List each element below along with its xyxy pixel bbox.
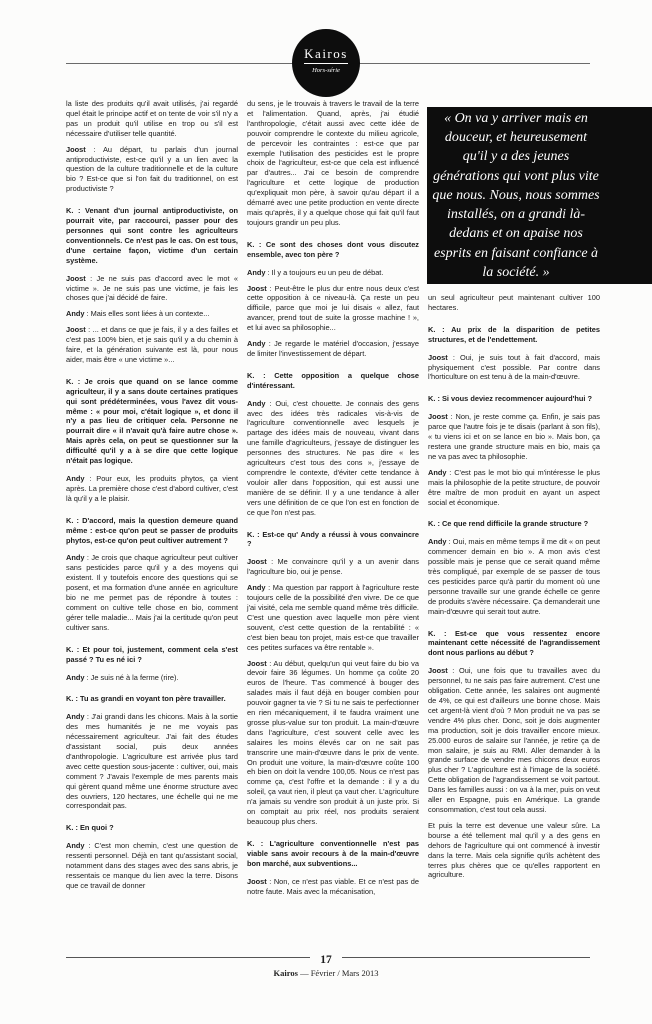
paragraph: [66, 645, 238, 665]
paragraph: [428, 821, 600, 880]
speech-text: : Je suis né à la ferme (rire).: [84, 672, 179, 682]
paragraph: [247, 339, 419, 359]
paragraph: [247, 240, 419, 260]
paragraph: [247, 99, 419, 228]
speech-text: : D'accord, mais la question demeure quand même : est-ce qu'on peut se passer de produits phytos, est-ce qu'on peut cultiver autrement ?: [66, 515, 238, 545]
paragraph: [428, 537, 600, 616]
pull-quote-text: « On va y arriver mais en douceur, et heureusement qu'il y a des jeunes générations qui vont plus vite que nous. Nous, nous sommes installés, on a grandi là-dedans et on apaise nos esprits en faisant confiance à la société. »: [432, 111, 600, 280]
footer-brand: Kairos: [273, 968, 298, 978]
speaker-name: Andy: [247, 339, 266, 349]
speech-text: : Ma question par rapport à l'agriculture reste toujours celle de la possibilité d'en vivre. De ce que j'ai visité, cela me semble quand même très difficile. C'est une question avec laquelle mon père vient souvent, c'est cette question de la rentabilité : « c'est bien beau ton projet, mais est-ce que travailler ces petites surfaces va être rentable ».: [247, 583, 419, 652]
speech-text: : ... et dans ce que je fais, il y a des failles et c'est pas 100% bien, et je sais qu'il y a du chemin à faire, et la génération suivante est là, pour nous aider, mais être « une victime »...: [66, 325, 238, 364]
speech-text: : L'agriculture conventionnelle n'est pas viable sans avoir recours à de la main-d'œuvre bon marché, aux subventions...: [247, 838, 419, 868]
speech-text: un seul agriculteur peut maintenant cultiver 100 hectares.: [428, 293, 600, 312]
paragraph: [66, 673, 238, 683]
paragraph: [66, 474, 238, 504]
paragraph: [66, 712, 238, 811]
speech-text: Et puis la terre est devenue une valeur sûre. La bourse a été tellement mal qu'il y a des gens en dehors de l'agriculture qui ont commencé à investir dans la terre. Mais cela signifie qu'ils achètent des terres plus chères que ce qu'elles rapportent en agriculture.: [428, 820, 600, 880]
speaker-name: Joost: [428, 666, 448, 676]
speech-text: : Pour eux, les produits phytos, ça vient après. La première chose c'est d'abord cultiver, c'est là qu'il y a le plaisir.: [66, 474, 238, 503]
paragraph: [66, 309, 238, 319]
speech-text: : Au prix de la disparition de petites structures, et de l'endettement.: [428, 324, 600, 344]
speaker-name: Andy: [428, 467, 447, 477]
speaker-name: K.: [66, 823, 74, 833]
speaker-name: K.: [66, 644, 74, 654]
speech-text: : Ce que rend difficile la grande structure ?: [435, 519, 589, 529]
paragraph: [428, 629, 600, 659]
text-column-left: [66, 99, 238, 952]
speaker-name: K.: [428, 628, 436, 638]
paragraph: [428, 412, 600, 462]
speech-text: : J'ai grandi dans les chicons. Mais à la sortie des mes humanités je ne me voyais pas nécessairement agriculteur. J'ai fait des études d'assistant social, puis deux années d'anthropologie. L'agriculture est arrivée plus tard avec cette question sous-jacente : cultiver, oui, mais comment ? J'avais l'exemple de mes parents mais qui gèrent quand même une énorme structure avec des ouvriers, 120 hectares, une échelle qui ne me correspondait pas.: [66, 712, 238, 811]
speech-text: : Tu as grandi en voyant ton père travailler.: [73, 694, 226, 704]
speaker-name: Andy: [66, 474, 85, 483]
speaker-name: Joost: [66, 273, 86, 283]
paragraph: [247, 284, 419, 334]
speech-text: : En quoi ?: [73, 823, 114, 833]
page-number: 17: [0, 950, 652, 968]
speech-text: : Et pour toi, justement, comment cela s'est passé ? Tu es né ici ?: [66, 644, 238, 664]
text-column-middle: [247, 99, 419, 952]
paragraph: [66, 516, 238, 546]
speech-text: : Me convaincre qu'il y a un avenir dans l'agriculture bio, oui je pense.: [247, 557, 419, 577]
speaker-name: K.: [247, 529, 255, 539]
speech-text: : Est-ce qu' Andy a réussi à vous convaincre ?: [247, 529, 419, 549]
speech-text: : Au départ, tu parlais d'un journal antiproductiviste, est-ce qu'il y a un lien avec la question de la culture traditionnelle et de la culture bio ? Est-ce que si l'on fait du traditionnel, on est productiviste ?: [66, 144, 238, 194]
speech-text: la liste des produits qu'il avait utilisés, j'ai regardé quel était le principe actif et on tente de voir s'il n'y a pas un produit qu'il utilise en trop ou s'il est nécessaire d'utiliser telle quantité.: [66, 99, 238, 138]
speaker-name: Andy: [66, 841, 85, 851]
speaker-name: K.: [428, 519, 436, 529]
paragraph: [66, 206, 238, 265]
speech-text: : Oui, mais en même temps il me dit « on peut commencer demain en bio ». A mon avis c'est possible mais je pense que ce serait quand même très compliqué, par exemple de se passer de tous ces pesticides parce qu'à partir du moment où une personne travaille sur une grande échelle ce genre de produits s'avère nécessaire. Ça demanderait une main-d'œuvre qui serait tout autre.: [428, 537, 600, 616]
speech-text: : Oui, une fois que tu travailles avec du personnel, tu ne sais pas faire autrement. C'est une obligation. Cette année, les salaires ont augmenté de 4%, ce qui est d'ailleurs une bonne chose. Mais cet argent-là vient d'où ? Mon produit ne va pas se vendre 4% plus cher. Donc, soit je dois augmenter ma production, soit je dois travailler encore mieux. 25.000 euros de salaire sur l'année, je retire ça de mon salaire, je suis au RMI. Aller demander à la grande surface de vendre mes chicons deux euros plus cher ? L'agriculture est à l'image de la société. Cette obligation de l'agrandissement se voit partout. Dans les familles aussi : on va à la mer, puis on veut aller en Espagne, puis en Amérique. La grande consommation, c'est tout cela aussi.: [428, 666, 600, 814]
speaker-name: Andy: [247, 398, 266, 408]
speaker-name: Joost: [428, 352, 448, 362]
speaker-name: Andy: [247, 267, 266, 277]
speech-text: : Je crois que chaque agriculteur peut cultiver sans pesticides parce qu'il y a des moyens qui existent. Il y toutefois encore des questions qui se posent, et ma formation d'une année en agriculture bio ne me permet pas de répondre à toutes : comment on cultive telle chose en bio, comment gérer telle maladie... Mais j'ai la certitude qu'on peut cultiver sans.: [66, 553, 238, 632]
speaker-name: Andy: [247, 583, 266, 593]
paragraph: [247, 557, 419, 577]
speech-text: : Oui, c'est chouette. Je connais des gens avec des idées très radicales vis-à-vis de l'agriculture conventionnelle avec lesquels je partage des idées mais de nouveau, vivant dans une famille d'agriculteurs, j'essaye de distinguer les personnes des structures. Ne pas dire « les agriculteurs c'est tous des cons », j'essaye de comprendre le contexte, d'éviter cette tendance à vouloir aller dans l'opposition, qui est aussi une manière de se définir. Il y a une tendance à aller vers une définition de ce que l'on est en fonction de ce que l'on n'est pas.: [247, 398, 419, 517]
speaker-name: Joost: [247, 658, 267, 668]
paragraph: [247, 530, 419, 550]
paragraph: [66, 274, 238, 304]
paragraph: [66, 841, 238, 891]
paragraph: [247, 877, 419, 897]
speech-text: : Au début, quelqu'un qui veut faire du bio va devoir faire 36 légumes. Un homme ça coûte 20 euros de l'heure. T'as commencé à bouger des salades mais il faut déjà en bouger combien pour pouvoir gagner ta vie ? Si tu ne sais te perfectionner en rien mécaniquement, il te faudra vraiment une grosse plus-value sur ton produit. La main-d'œuvre dans l'agriculture, c'est souvent celle avec les salaires les moins élevés car on ne sait pas transcrire une main-d'œuvre dans le prix de vente. On produit une voiture, la main-d'œuvre coûte 100 eh bien on doit la vendre 100,05. Nous ce n'est pas comme ça, c'est l'offre et la demande : il y a du soleil, ça vaut rien, il pleut ça vaut cher. L'agriculture n'a jamais su vendre son produit à un juste prix. Si on comptait au prix réel, nos produits seraient beaucoup plus chers.: [247, 658, 419, 826]
paragraph: [247, 659, 419, 827]
speaker-name: K.: [247, 838, 255, 848]
speaker-name: Andy: [428, 537, 447, 547]
speaker-name: K.: [66, 376, 74, 386]
speech-text: : Est-ce que vous ressentez encore maintenant cette nécessité de l'agrandissement dont nous parlions au début ?: [428, 628, 600, 658]
logo-badge: [292, 29, 360, 97]
paragraph: [66, 377, 238, 466]
speech-text: : Non, je reste comme ça. Enfin, je sais pas parce que l'autre fois je te disais (parlant à son fils), « tu viens ici et on se lance en bio ». Mais bon, ça restera une grande structure mais en bio, mais ça ne va pas avec ta philosophie.: [428, 412, 600, 461]
speaker-name: K.: [66, 694, 74, 704]
paragraph: [247, 839, 419, 869]
speech-text: : Mais elles sont liées à un contexte...: [84, 309, 210, 319]
paragraph: [66, 553, 238, 632]
paragraph: [428, 468, 600, 508]
speaker-name: Joost: [66, 325, 86, 335]
paragraph: [247, 583, 419, 652]
speech-text: : Non, ce n'est pas viable. Et ce n'est pas de notre faute. Mais avec la mécanisation,: [247, 876, 419, 896]
paragraph: [428, 519, 600, 529]
paragraph: [247, 371, 419, 391]
speech-text: : Je regarde le matériel d'occasion, j'essaye de limiter l'investissement de départ.: [247, 339, 419, 358]
speaker-name: Joost: [247, 876, 267, 886]
logo-title: Kairos: [304, 46, 348, 64]
speech-text: : Venant d'un journal antiproductiviste, on pourrait vite, par raccourci, passer pour des personnes qui sont contre les agriculteurs conventionnels. Ce n'est pas le cas. On est tous, d'une certaine façon, victime d'un certain système.: [66, 206, 238, 265]
speaker-name: Andy: [66, 309, 85, 319]
speaker-name: Andy: [66, 672, 85, 682]
speaker-name: Joost: [247, 283, 267, 293]
speech-text: du sens, je le trouvais à travers le travail de la terre et l'alimentation. Quand, après, j'ai étudié l'anthropologie, c'était aussi avec cette idée de pouvoir comprendre le contexte du milieu agricole, de percevoir les contraintes : est-ce que par exemple l'utilisation des pesticides est le propre choix de l'agriculteur, est-ce que cela est influencé par d'autres... J'ai ce besoin de comprendre l'agriculture et cette logique de production qu'expliquait mon père, à savoir qu'au départ il a démarré avec une petite production en vente directe mais qu'après, il y a quelque chose qui fait qu'il faut toujours grandir un peu plus.: [247, 99, 419, 227]
speaker-name: K.: [66, 515, 74, 525]
speech-text: : Ce sont des choses dont vous discutez ensemble, avec ton père ?: [247, 239, 419, 259]
paragraph: [66, 694, 238, 704]
speech-text: : Si vous deviez recommencer aujourd'hui ?: [435, 394, 592, 404]
footer-caption: [0, 968, 652, 978]
paragraph: [428, 394, 600, 404]
speech-text: : Je crois que quand on se lance comme agriculteur, il y a sans doute certaines pratiques qui sont prédéterminées, vous l'avez dit vous-même : « pour moi, c'était logique », et donc il n'y a pas lieu de critiquer cela. Personne ne pourrait dire « il n'avait qu'à faire autre chose ». Mais après cela, on peut se questionner sur la difficulté qu'il y a à se dire que cette logique n'était pas logique.: [66, 376, 238, 466]
paragraph: [66, 145, 238, 195]
speech-text: : Oui, je suis tout à fait d'accord, mais physiquement c'est possible. Par contre dans l'horticulture on est tenu à de la main-d'œuvre.: [428, 352, 600, 382]
paragraph: [66, 325, 238, 365]
paragraph: [428, 666, 600, 815]
paragraph: [428, 325, 600, 345]
logo-subtitle: Hors-série: [312, 67, 340, 74]
speech-text: : C'est mon chemin, c'est une question de ressenti personnel. Déjà en tant qu'assistant social, notamment dans des stages avec des sans abris, je ressentais ce manque du lien avec la terre. Disons que ce travail de donner: [66, 841, 238, 890]
speaker-name: Andy: [66, 712, 85, 722]
speaker-name: Joost: [66, 144, 86, 154]
paragraph: [66, 99, 238, 139]
speaker-name: K.: [247, 370, 255, 380]
pull-quote-box: [427, 107, 652, 284]
paragraph: [247, 268, 419, 278]
speech-text: : C'est pas le mot bio qui m'intéresse le plus mais la philosophie de la petite structure, de pouvoir être maître de mon produit en ayant un aspect social et économique.: [428, 467, 600, 507]
speaker-name: K.: [428, 394, 436, 404]
speaker-name: Andy: [66, 553, 85, 563]
speech-text: : Il y a toujours eu un peu de débat.: [265, 267, 384, 277]
speaker-name: K.: [428, 324, 436, 334]
speaker-name: Joost: [247, 557, 267, 567]
paragraph: [428, 353, 600, 383]
paragraph: [428, 293, 600, 313]
speech-text: : Cette opposition a quelque chose d'intéressant.: [247, 370, 419, 390]
speaker-name: K.: [66, 206, 74, 216]
speech-text: : Je ne suis pas d'accord avec le mot « victime ». Je ne suis pas une victime, je fais les choses que j'ai décidé de faire.: [66, 273, 238, 303]
speech-text: : Peut-être le plus dur entre nous deux c'est cette opposition à ce niveau-là. Ça reste un peu difficile, parce que moi je lui disais « allez, faut avancer, prend tout de suite la grosse machine ! », et lui avec sa philosophie...: [247, 283, 419, 333]
speaker-name: K.: [247, 239, 255, 249]
speaker-name: Joost: [428, 412, 448, 422]
footer-caption-rest: — Février / Mars 2013: [297, 968, 379, 978]
paragraph: [66, 823, 238, 833]
paragraph: [247, 399, 419, 518]
